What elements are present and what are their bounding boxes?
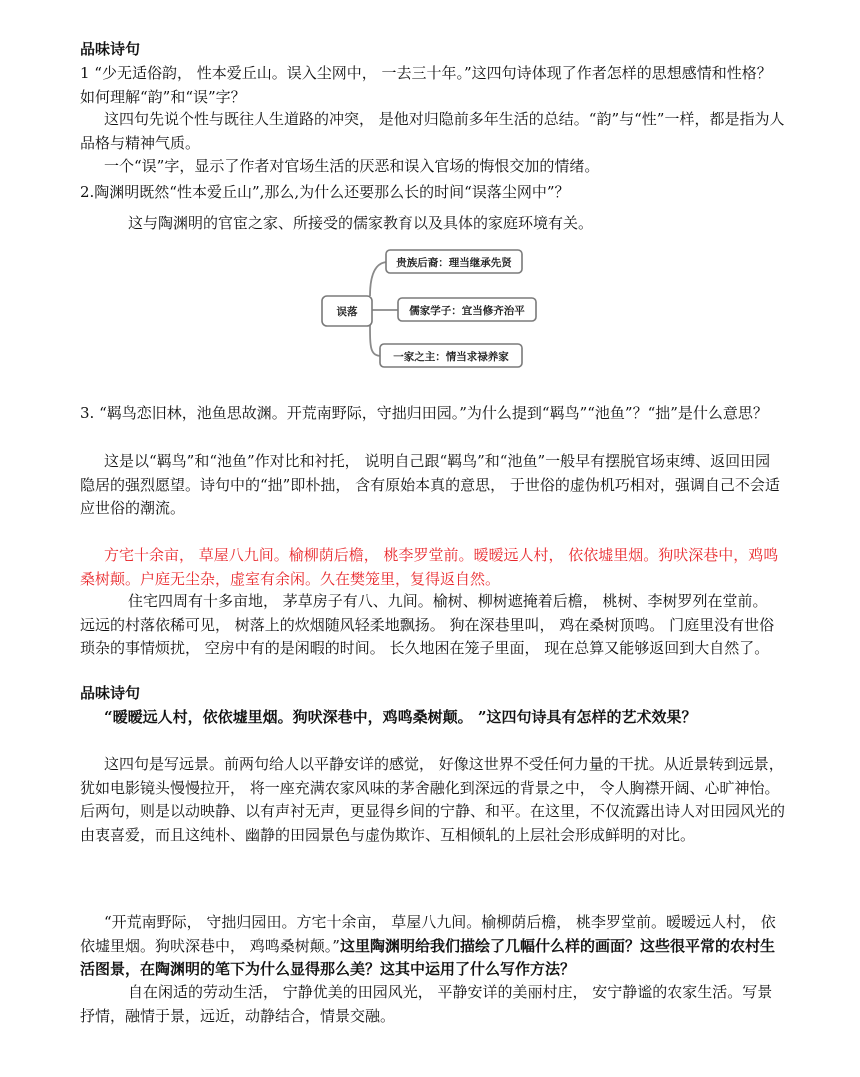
question-5-text: 这里陶渊明给我们描绘了几幅什么样的画面？这些很平常的农村生活图景，在陶渊明的笔下为什么显得那么美？这其中运用了什么写作方法？ [80,936,775,978]
section-title-1: 品味诗句 [80,40,141,58]
answer-3: 这是以“羁鸟”和“池鱼”作对比和衬托， 说明自己跟“羁鸟”和“池鱼”一般早有摆脱官场束缚、返回田园隐居的强烈愿望。诗句中的“拙”即朴拙， 含有原始本真的意思， 于世俗的虚伪机巧相对，强调自己不会适应世俗的潮流。 [80,452,780,517]
question-1: 1 “少无适俗韵， 性本爱丘山。误入尘网中， 一去三十年。”这四句诗体现了作者怎样的思想感情和性格？如何理解“韵”和“误”字？ [80,64,772,106]
question-4: “暧暧远人村，依依墟里烟。狗吠深巷中，鸡鸣桑树颠。 ”这四句诗具有怎样的艺术效果？ [104,708,697,726]
mind-map-label-mid: 儒家学子：宜当修齐治平 [409,305,525,317]
mind-map-diagram [310,240,550,372]
question-3: 3. “羁鸟恋旧林，池鱼思故渊。开荒南野际，守拙归田园。”为什么提到“羁鸟”“池鱼”？“拙”是什么意思？ [80,404,768,422]
question-2: 2.陶渊明既然“性本爱丘山”,那么,为什么还要那么长的时间“误落尘网中”？ [80,183,570,201]
poem-translation: 住宅四周有十多亩地， 茅草房子有八、九间。榆树、柳树遮掩着后檐， 桃树、李树罗列在堂前。 远远的村落依稀可见， 树落上的炊烟随风轻柔地飘扬。 狗在深巷里叫， 鸡在桑树顶鸣。 门庭里没有世俗琐杂的事情烦扰， 空房中有的是闲暇的时间。 长久地困在笼子里面， 现在总算又能够返回到大自然了。 [80,592,775,657]
mind-map-node-top [386,250,522,273]
answer-2: 这与陶渊明的官宦之家、所接受的儒家教育以及具体的家庭环境有关。 [128,214,594,232]
mind-map-node-mid [398,298,536,321]
answer-4: 这四句是写远景。前两句给人以平静安详的感觉， 好像这世界不受任何力量的干扰。从近景转到远景， 犹如电影镜头慢慢拉开， 将一座充满农家风味的茅舍融化到深远的背景之中， 令人胸襟开阔、心旷神怡。后两句，则是以动映静、以有声衬无声，更显得乡间的宁静、和平。在这里，不仅流露出诗人对田园风光的由衷喜爱，而且这纯朴、幽静的田园景色与虚伪欺诈、互相倾轧的上层社会形成鲜明的对比。 [80,755,786,844]
question-5 [80,911,785,982]
question-5-quote: “开荒南野际， 守拙归园田。方宅十余亩， 草屋八九间。榆柳荫后檐， 桃李罗堂前。暧暧远人村， 依依墟里烟。狗吠深巷中， 鸡鸣桑树颠。” [80,913,776,955]
mind-map-node-bottom [380,344,522,367]
section-title-2: 品味诗句 [80,684,141,702]
mind-map-center-label: 误落 [336,306,358,318]
mind-map-center-node [322,296,372,326]
answer-5: 自在闲适的劳动生活， 宁静优美的田园风光， 平静安详的美丽村庄， 安宁静谧的农家生活。写景抒情，融情于景，远近，动静结合，情景交融。 [80,983,773,1025]
poem-excerpt-red: 方宅十余亩， 草屋八九间。榆柳荫后檐， 桃李罗堂前。暧暧远人村， 依依墟里烟。狗吠深巷中，鸡鸣桑树颠。户庭无尘杂，虚室有余闲。久在樊笼里，复得返自然。 [80,546,779,588]
mind-map-label-top: 贵族后裔：理当继承先贤 [396,257,512,269]
answer-1-para-2: 一个“误”字，显示了作者对官场生活的厌恶和误入官场的悔恨交加的情绪。 [104,157,600,175]
answer-1-para-1: 这四句先说个性与既往人生道路的冲突， 是他对归隐前多年生活的总结。“韵”与“性”一样，都是指为人品格与精神气质。 [80,110,785,152]
mind-map-label-bottom: 一家之主：情当求禄养家 [393,351,509,363]
